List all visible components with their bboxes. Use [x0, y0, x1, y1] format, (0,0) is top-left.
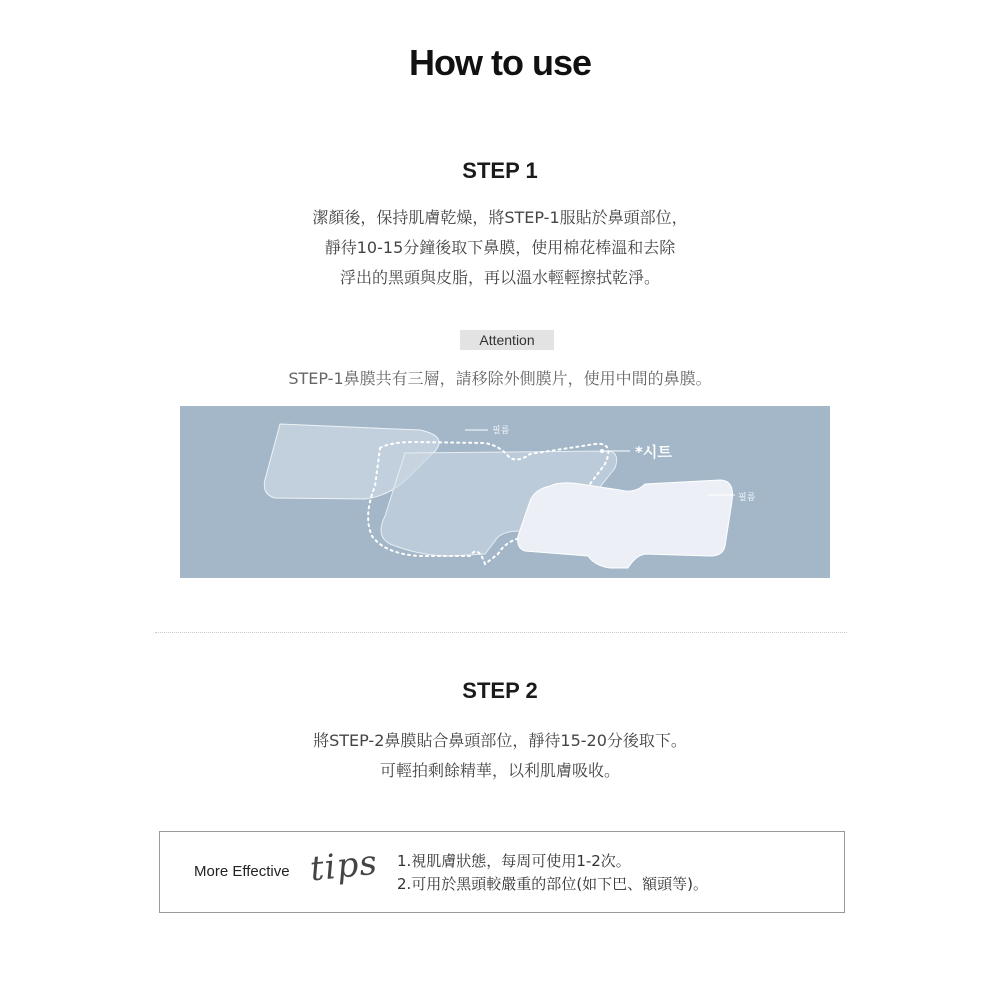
tips-script-text: tips — [308, 842, 380, 890]
tips-label: More Effective — [194, 863, 290, 880]
step2-description — [0, 726, 1000, 786]
step1-description — [0, 203, 1000, 293]
step2-heading: STEP 2 — [462, 678, 538, 703]
step1-line: 浮出的黑頭與皮脂，再以溫水輕輕擦拭乾淨。 — [339, 268, 660, 287]
attention-text: STEP-1鼻膜共有三層，請移除外側膜片，使用中間的鼻膜。 — [288, 369, 712, 388]
tips-box — [159, 831, 845, 913]
page-title: How to use — [408, 42, 591, 83]
step1-line: 靜待10-15分鐘後取下鼻膜，使用棉花棒溫和去除 — [324, 238, 676, 257]
step2-line: 將STEP-2鼻膜貼合鼻頭部位，靜待15-20分後取下。 — [313, 731, 687, 750]
attention-badge: Attention — [460, 330, 554, 350]
tips-list — [397, 850, 708, 896]
front-film-layer — [518, 480, 733, 568]
step2-line: 可輕拍剩餘精華，以利肌膚吸收。 — [379, 761, 620, 780]
tip-item: 2.可用於黑頭較嚴重的部位(如下巴、額頭等)。 — [397, 875, 709, 893]
step1-heading: STEP 1 — [462, 158, 538, 183]
film-top-label: 필름 — [492, 426, 510, 436]
film-right-label: 필름 — [738, 493, 756, 503]
section-divider — [155, 632, 847, 633]
nose-strip-layers-illustration — [180, 406, 830, 578]
tip-item: 1.視肌膚狀態，每周可使用1-2次。 — [397, 852, 631, 870]
sheet-label: *시트 — [635, 443, 672, 461]
sheet-leader-dot — [600, 449, 604, 453]
step1-line: 潔顏後，保持肌膚乾燥，將STEP-1服貼於鼻頭部位， — [312, 208, 688, 227]
